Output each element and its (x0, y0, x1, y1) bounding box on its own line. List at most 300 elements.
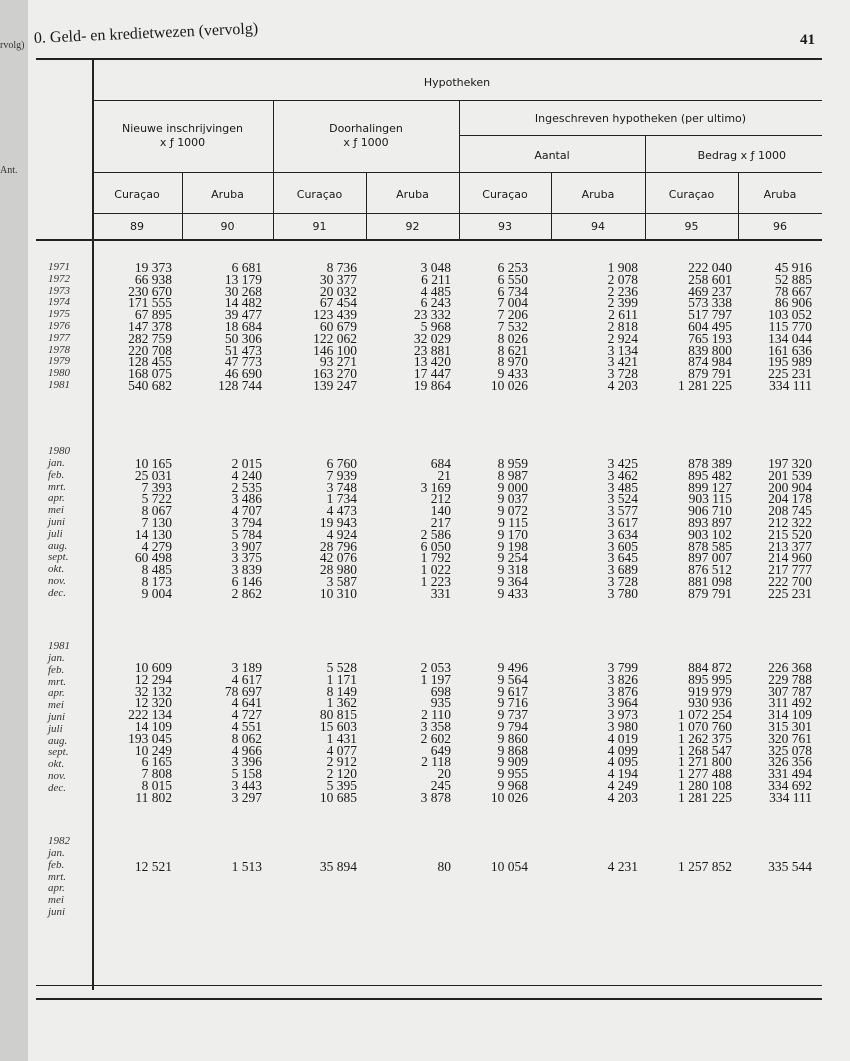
table-cell: 881 098 (688, 574, 732, 589)
row-label: mei (48, 699, 64, 712)
table-cell: 147 378 (128, 319, 172, 334)
table-cell: 163 270 (313, 366, 357, 382)
rule (36, 998, 822, 1000)
table-cell: 32 132 (134, 683, 172, 699)
table-cell: 8 621 (497, 342, 528, 358)
table-cell: 217 777 (768, 562, 812, 578)
table-cell: 3 748 (326, 479, 357, 495)
row-label: juni (48, 711, 66, 723)
table-cell: 3 297 (231, 789, 262, 805)
table-cell: 28 980 (319, 562, 357, 578)
row-label: feb. (48, 663, 65, 676)
table-cell: 8 062 (231, 730, 262, 746)
page-title: 0. Geld- en kredietwezen (vervolg) (33, 20, 259, 47)
table-cell: 9 318 (497, 562, 528, 578)
table-cell: 10 609 (134, 660, 172, 675)
table-cell: 765 193 (688, 330, 732, 346)
rule (36, 985, 822, 986)
margin-fragment: rvolg) (0, 40, 25, 51)
table-cell: 6 253 (497, 260, 528, 275)
table-cell: 5 968 (420, 319, 451, 334)
table-cell: 2 602 (420, 730, 451, 746)
table-cell: 225 231 (768, 585, 812, 601)
group-year-label: 1982 (48, 835, 70, 847)
row-label: okt. (48, 758, 65, 771)
table-cell: 604 495 (688, 319, 732, 334)
table-cell: 906 710 (688, 503, 732, 519)
table-cell: 6 211 (421, 271, 451, 287)
table-cell: 17 447 (413, 366, 451, 382)
table-cell: 222 134 (128, 707, 172, 723)
table-cell: 217 (430, 515, 451, 530)
table-cell: 698 (430, 683, 451, 699)
table-cell: 2 924 (607, 330, 638, 346)
rule (459, 135, 822, 136)
row-label: 1972 (48, 272, 70, 285)
table-cell: 19 373 (134, 260, 172, 275)
table-cell: 325 078 (768, 742, 812, 758)
table-cell: 4 707 (231, 503, 262, 519)
table-cell: 9 198 (497, 538, 528, 554)
table-cell: 9 716 (497, 695, 528, 711)
table-cell: 66 938 (134, 271, 172, 287)
row-label: 1975 (48, 308, 70, 321)
row-label: mrt. (48, 870, 67, 883)
row-label: juni (48, 906, 66, 918)
table-cell: 6 734 (497, 283, 528, 299)
table-cell: 1 257 852 (678, 859, 732, 874)
table-cell: 334 692 (768, 778, 812, 793)
table-cell: 1 277 488 (678, 766, 732, 782)
table-cell: 19 864 (413, 378, 451, 393)
table-cell: 103 052 (768, 307, 812, 323)
table-cell: 6 681 (231, 260, 262, 275)
header-registered: Ingeschreven hypotheken (per ultimo) (534, 112, 747, 125)
table-cell: 3 485 (607, 479, 638, 495)
table-cell: 3 964 (607, 695, 638, 711)
table-cell: 51 473 (224, 342, 262, 358)
table-cell: 39 477 (224, 307, 262, 323)
table-cell: 86 906 (774, 295, 812, 311)
table-cell: 331 (430, 585, 451, 601)
column-header-island: Curaçao (114, 188, 160, 201)
column-header-island: Curaçao (668, 188, 715, 201)
row-label: mrt. (48, 480, 67, 493)
row-label: mrt. (48, 675, 67, 688)
table-cell: 4 231 (607, 859, 638, 874)
row-label: juli (48, 527, 63, 540)
table-cell: 839 800 (688, 342, 732, 358)
header-amount (645, 149, 822, 162)
table-cell: 8 959 (497, 456, 528, 471)
table-cell: 9 968 (497, 778, 528, 793)
table-cell: 878 389 (688, 456, 732, 471)
table-cell: 128 744 (218, 378, 262, 393)
table-cell: 935 (430, 695, 451, 711)
table-cell: 9 794 (497, 719, 528, 734)
row-label: nov. (48, 770, 66, 782)
table-cell: 1 197 (420, 671, 451, 687)
column-header-island: Aruba (581, 188, 615, 201)
rule (36, 58, 822, 60)
previous-page-edge (0, 0, 28, 1061)
table-cell: 897 007 (688, 550, 732, 566)
column-number: 91 (312, 220, 327, 233)
table-cell: 9 909 (497, 754, 528, 770)
table-cell: 9 254 (497, 550, 528, 566)
table-cell: 334 111 (769, 789, 812, 805)
row-label: mei (48, 894, 64, 907)
table-cell: 1 513 (231, 859, 262, 874)
table-cell: 226 368 (768, 660, 812, 675)
row-label: 1974 (48, 296, 70, 309)
table-cell: 30 268 (224, 283, 262, 299)
table-cell: 10 249 (134, 742, 172, 758)
table-cell: 19 943 (319, 515, 357, 530)
table-cell: 9 115 (498, 515, 528, 530)
table-cell: 5 784 (231, 526, 262, 542)
table-cell: 1 734 (326, 491, 357, 507)
table-cell: 214 960 (768, 550, 812, 566)
table-cell: 171 555 (128, 295, 172, 311)
table-cell: 874 984 (688, 354, 732, 370)
table-cell: 32 029 (413, 330, 451, 346)
column-number: 95 (684, 220, 699, 233)
table-cell: 3 169 (420, 479, 451, 495)
row-label: aug. (48, 539, 68, 552)
table-cell: 3 375 (231, 550, 262, 566)
table-cell: 1 072 254 (678, 707, 732, 723)
table-cell: 334 111 (769, 378, 812, 393)
table-cell: 5 158 (231, 766, 262, 782)
column-header-island: Curaçao (482, 188, 528, 201)
table-cell: 222 700 (768, 574, 812, 589)
table-cell: 3 799 (607, 660, 638, 675)
table-cell: 3 878 (420, 789, 451, 805)
table-cell: 20 (437, 766, 451, 782)
table-cell: 115 770 (768, 319, 812, 334)
table-cell: 30 377 (319, 271, 357, 287)
table-cell: 3 048 (420, 260, 451, 275)
table-cell: 47 773 (224, 354, 262, 370)
table-cell: 3 577 (607, 503, 638, 519)
table-cell: 1 070 760 (678, 719, 732, 734)
row-label: apr. (48, 492, 65, 505)
table-cell: 3 907 (231, 538, 262, 554)
table-cell: 4 617 (231, 671, 262, 687)
table-cell: 4 019 (607, 730, 638, 746)
table-cell: 2 611 (608, 307, 638, 323)
table-cell: 4 924 (326, 526, 357, 542)
table-cell: 930 936 (688, 695, 732, 711)
column-header-island: Aruba (763, 188, 797, 201)
table-cell: 13 179 (224, 271, 262, 287)
table-cell: 6 243 (420, 295, 451, 311)
table-cell: 6 050 (420, 538, 451, 554)
table-cell: 9 364 (497, 574, 528, 589)
rule (92, 100, 822, 101)
table-cell: 215 520 (768, 526, 812, 542)
table-cell: 4 551 (231, 719, 262, 734)
table-cell: 9 170 (497, 526, 528, 542)
table-cell: 3 605 (607, 538, 638, 554)
table-cell: 8 015 (141, 778, 172, 793)
table-cell: 3 443 (231, 778, 262, 793)
table-cell: 8 970 (497, 354, 528, 370)
table-cell: 11 802 (135, 789, 172, 805)
table-cell: 4 279 (141, 538, 172, 554)
table-cell: 684 (430, 456, 451, 471)
table-cell: 10 310 (319, 585, 357, 601)
table-cell: 52 885 (774, 271, 812, 287)
table-cell: 23 881 (413, 342, 451, 358)
column-header-island: Curaçao (296, 188, 343, 201)
row-label: okt. (48, 563, 65, 576)
table-cell: 1 280 108 (678, 778, 732, 793)
row-label: sept. (48, 746, 69, 759)
table-cell: 140 (430, 503, 451, 519)
table-cell: 879 791 (688, 366, 732, 382)
table-cell: 895 995 (688, 671, 732, 687)
table-cell: 7 206 (497, 307, 528, 323)
table-cell: 35 894 (319, 859, 357, 874)
table-cell: 884 872 (688, 660, 732, 675)
row-label: dec. (48, 586, 67, 599)
table-cell: 10 685 (319, 789, 357, 805)
table-cell: 12 320 (134, 695, 172, 711)
table-cell: 3 689 (607, 562, 638, 578)
table-cell: 9 617 (497, 683, 528, 699)
column-number: 96 (773, 220, 787, 233)
table-cell: 78 667 (774, 283, 812, 299)
row-label: 1977 (48, 331, 70, 344)
table-cell: 14 109 (134, 719, 172, 734)
table-cell: 649 (430, 742, 451, 758)
page-number: 41 (800, 32, 815, 48)
table-cell: 4 485 (420, 283, 451, 299)
table-cell: 6 550 (497, 271, 528, 287)
table-cell: 3 421 (607, 354, 638, 370)
table-cell: 128 455 (128, 354, 172, 370)
table-cell: 212 322 (768, 515, 812, 530)
table-cell: 20 032 (319, 283, 357, 299)
table-cell: 258 601 (688, 271, 732, 287)
row-label: dec. (48, 781, 67, 794)
table-cell: 222 040 (688, 260, 732, 275)
header-hypotheken: Hypotheken (423, 76, 491, 89)
group-year-label: 1981 (48, 640, 70, 652)
table-cell: 517 797 (688, 307, 732, 323)
table-cell: 903 115 (688, 491, 732, 507)
table-cell: 469 237 (688, 283, 732, 299)
table-cell: 3 780 (607, 585, 638, 601)
row-label: 1981 (48, 379, 70, 391)
table-cell: 335 544 (768, 859, 812, 874)
table-cell: 46 690 (224, 366, 262, 382)
row-label: juli (48, 722, 63, 735)
table-cell: 80 815 (319, 707, 357, 723)
row-label: nov. (48, 575, 66, 587)
table-cell: 10 165 (134, 456, 172, 471)
table-cell: 3 425 (607, 456, 638, 471)
table-cell: 197 320 (768, 456, 812, 471)
margin-fragment: Ant. (0, 165, 18, 176)
table-cell: 42 076 (319, 550, 357, 566)
table-cell: 3 980 (607, 719, 638, 734)
row-label: feb. (48, 468, 65, 481)
table-cell: 879 791 (688, 585, 732, 601)
table-cell: 1 271 800 (678, 754, 732, 770)
table-cell: 4 099 (607, 742, 638, 758)
table-cell: 3 839 (231, 562, 262, 578)
row-label: apr. (48, 687, 65, 700)
table-cell: 1 171 (326, 671, 357, 687)
table-cell: 2 053 (420, 660, 451, 675)
table-cell: 1 223 (420, 574, 451, 589)
table-cell: 3 396 (231, 754, 262, 770)
table-cell: 8 149 (326, 683, 357, 699)
table-cell: 878 585 (688, 538, 732, 554)
table-cell: 2 236 (607, 283, 638, 299)
table-cell: 4 095 (607, 754, 638, 770)
table-cell: 1 022 (420, 562, 451, 578)
table-cell: 193 045 (128, 730, 172, 746)
table-cell: 3 826 (607, 671, 638, 687)
table-cell: 9 004 (141, 585, 172, 601)
table-cell: 899 127 (688, 479, 732, 495)
table-cell: 1 262 375 (678, 730, 732, 746)
table-cell: 201 539 (768, 467, 812, 483)
table-cell: 282 759 (128, 330, 172, 346)
row-label: sept. (48, 551, 69, 564)
table-cell: 1 281 225 (678, 378, 732, 393)
header-new: Nieuwe inschrijvingen (122, 122, 243, 135)
table-cell: 208 745 (768, 503, 812, 519)
column-header-island: Aruba (211, 188, 244, 201)
table-cell: 7 393 (141, 479, 172, 495)
table-cell: 1 908 (607, 260, 638, 275)
table-cell: 134 044 (768, 330, 812, 346)
table-cell: 4 641 (231, 695, 262, 711)
table-cell: 4 203 (607, 789, 638, 805)
table-cell: 14 482 (224, 295, 262, 311)
table-cell: 3 617 (607, 515, 638, 530)
table-cell: 2 586 (420, 526, 451, 542)
table-cell: 14 130 (134, 526, 172, 542)
table-cell: 6 165 (141, 754, 172, 770)
table-cell: 573 338 (688, 295, 732, 311)
table-cell: 4 727 (231, 707, 262, 723)
table-cell: 220 708 (128, 342, 172, 358)
table-cell: 8 026 (497, 330, 528, 346)
table-cell: 2 118 (421, 754, 451, 770)
header-new-unit: x ƒ 1000 (159, 136, 206, 149)
table-cell: 161 636 (768, 342, 812, 358)
table-cell: 4 203 (607, 378, 638, 393)
table-cell: 3 728 (607, 366, 638, 382)
table-cell: 311 492 (768, 695, 812, 711)
table-cell: 9 564 (497, 671, 528, 687)
table-cell: 314 109 (768, 707, 812, 723)
row-label: 1976 (48, 320, 70, 332)
table-cell: 3 728 (607, 574, 638, 589)
table-cell: 212 (430, 491, 451, 507)
table-cell: 10 026 (490, 378, 528, 393)
table-cell: 876 512 (688, 562, 732, 578)
rule (36, 239, 822, 241)
header-cancel: Doorhalingen (329, 122, 403, 135)
table-cell: 7 939 (326, 467, 357, 483)
table-cell: 9 496 (497, 660, 528, 675)
row-label: apr. (48, 882, 65, 895)
table-cell: 9 072 (497, 503, 528, 519)
row-label: feb. (48, 858, 65, 871)
table-cell: 21 (437, 467, 451, 483)
table-cell: 122 062 (313, 330, 357, 346)
table-cell: 123 439 (313, 307, 357, 323)
table-cell: 3 462 (607, 467, 638, 483)
row-label: juni (48, 516, 66, 528)
table-cell: 7 004 (497, 295, 528, 311)
table-cell: 9 737 (497, 707, 528, 723)
table-cell: 146 100 (313, 342, 357, 358)
table-cell: 8 485 (141, 562, 172, 578)
table-cell: 6 760 (326, 456, 357, 471)
table-cell: 3 794 (231, 515, 262, 530)
table-cell: 230 670 (128, 283, 172, 299)
table-cell: 1 281 225 (678, 789, 732, 805)
table-cell: 4 077 (326, 742, 357, 758)
table-cell: 78 697 (224, 683, 262, 699)
table-cell: 10 054 (490, 859, 528, 874)
table-cell: 3 645 (607, 550, 638, 566)
table-cell: 2 818 (607, 319, 638, 334)
table-cell: 168 075 (128, 366, 172, 382)
rule (92, 172, 822, 173)
column-number: 92 (405, 220, 420, 233)
table-cell: 895 482 (688, 467, 732, 483)
table-cell: 919 979 (688, 683, 732, 699)
table-cell: 200 904 (768, 479, 812, 495)
table-cell: 8 736 (326, 260, 357, 275)
header-amount-text: Bedrag x ƒ 1000 (697, 149, 786, 162)
table-cell: 213 377 (768, 538, 812, 554)
table-cell: 2 015 (231, 456, 262, 471)
table-cell: 7 808 (141, 766, 172, 782)
table-cell: 4 194 (607, 766, 638, 782)
header-cancel-unit: x ƒ 1000 (343, 136, 389, 149)
column-number: 90 (220, 220, 235, 233)
table-cell: 2 912 (326, 754, 357, 770)
table-cell: 67 454 (319, 295, 357, 311)
table-cell: 326 356 (768, 754, 812, 770)
table-cell: 9 433 (497, 585, 528, 601)
row-label: jan. (48, 652, 65, 664)
table-cell: 331 494 (768, 766, 812, 782)
table-cell: 307 787 (768, 683, 812, 699)
table-cell: 9 955 (497, 766, 528, 782)
table-cell: 9 860 (497, 730, 528, 746)
table-cell: 3 189 (231, 660, 262, 675)
table-cell: 245 (430, 778, 451, 793)
row-label: aug. (48, 734, 68, 747)
table-cell: 2 862 (231, 585, 262, 601)
table-cell: 3 134 (607, 342, 638, 358)
table-cell: 4 966 (231, 742, 262, 758)
table-cell: 3 358 (420, 719, 451, 734)
table-cell: 893 897 (688, 515, 732, 530)
table-cell: 3 587 (326, 574, 357, 589)
